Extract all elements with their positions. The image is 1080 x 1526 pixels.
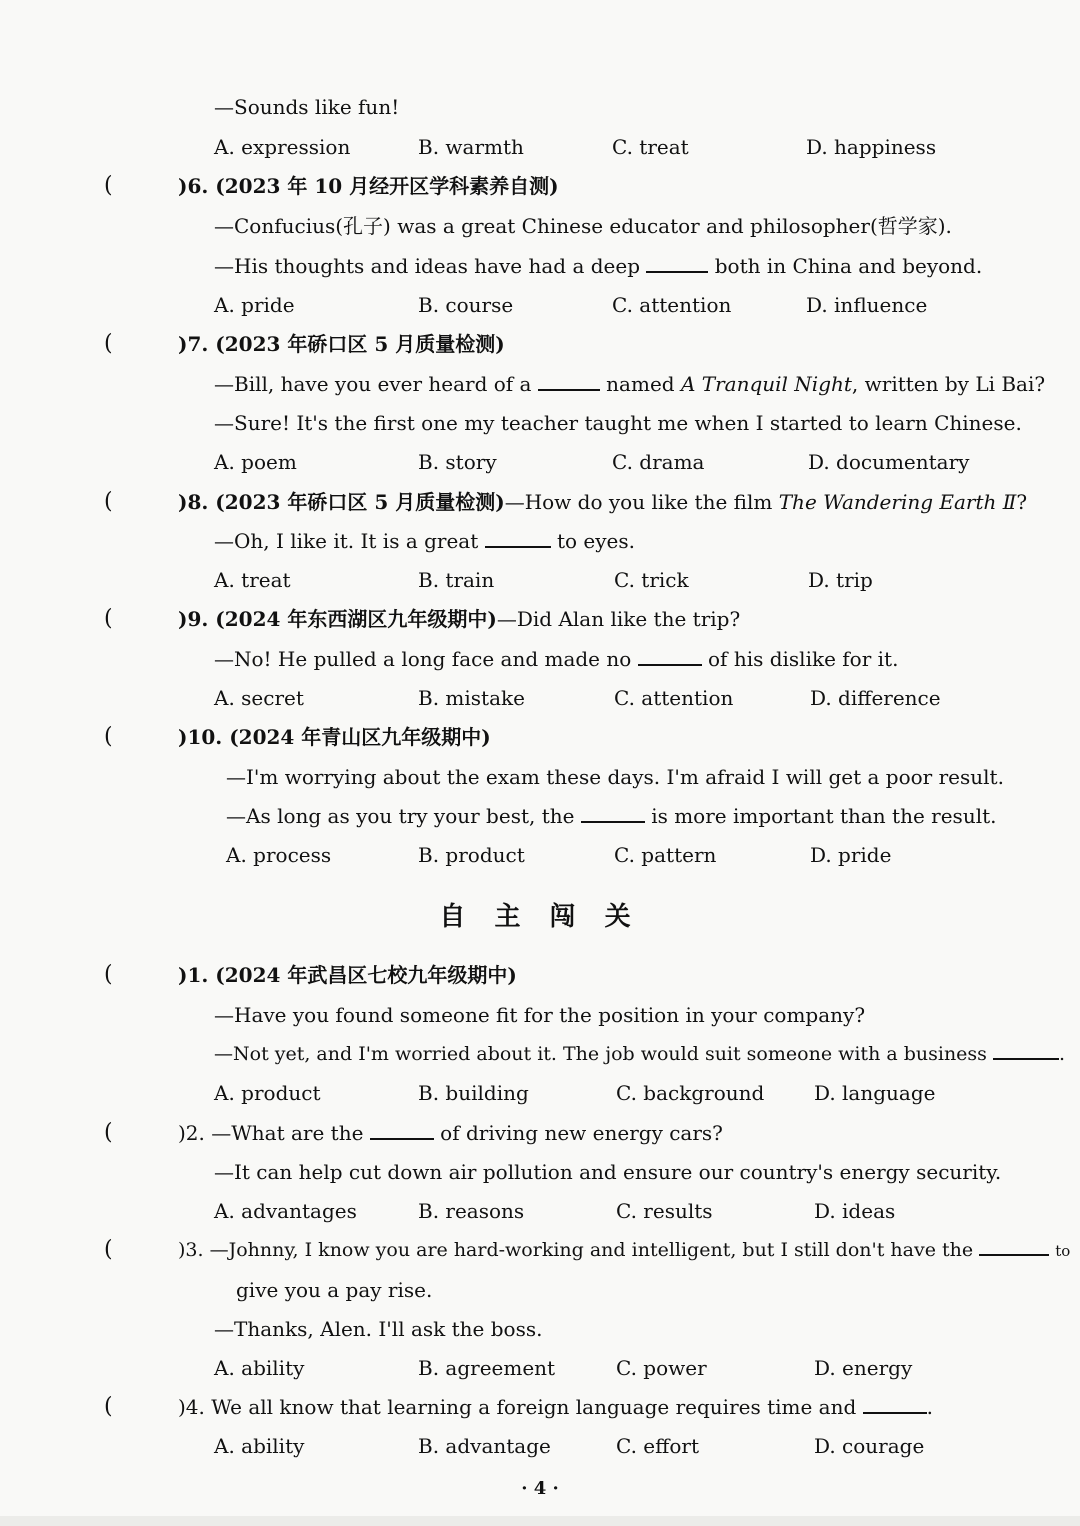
option-a: A. poem: [214, 450, 297, 474]
option-d: D. pride: [810, 843, 892, 867]
option-c: C. attention: [612, 293, 732, 317]
page-bottom-edge: [0, 1516, 1080, 1526]
answer-paren: (: [104, 1394, 113, 1419]
option-c: C. results: [616, 1199, 713, 1223]
option-c: C. background: [616, 1081, 765, 1105]
dialog-line: [214, 526, 635, 556]
text: )3. —Johnny, I know you are hard-working and intelligent, but I still don't have the: [178, 1239, 974, 1261]
answer-blank: [638, 646, 702, 666]
dialog-line: —Sure! It's the first one my teacher taught me when I started to learn Chinese.: [214, 411, 1022, 435]
dialog-line: [214, 1039, 1065, 1069]
question-head: [178, 1392, 933, 1422]
dialog-line: [226, 801, 997, 831]
option-b: B. warmth: [418, 135, 524, 159]
answer-blank: [581, 803, 645, 823]
option-d: D. courage: [814, 1434, 925, 1458]
text: —His thoughts and ideas have had a deep: [214, 254, 641, 278]
dialog-line: give you a pay rise.: [236, 1278, 433, 1302]
dialog-line: —Thanks, Alen. I'll ask the boss.: [214, 1317, 543, 1341]
option-a: A. advantages: [214, 1199, 357, 1223]
option-b: B. advantage: [418, 1434, 551, 1458]
option-a: A. treat: [214, 568, 291, 592]
option-d: D. documentary: [808, 450, 970, 474]
question-head: )1. (2024 年武昌区七校九年级期中): [178, 963, 517, 987]
answer-paren: (: [104, 1120, 113, 1145]
text: .: [926, 1395, 933, 1419]
option-b: B. reasons: [418, 1199, 525, 1223]
text: to: [1055, 1242, 1071, 1260]
text: named: [606, 372, 675, 396]
answer-blank: [485, 528, 551, 548]
option-b: B. story: [418, 450, 497, 474]
text: .: [1058, 1043, 1066, 1065]
text: both in China and beyond.: [714, 254, 983, 278]
dialog-line: —I'm worrying about the exam these days. I'm afraid I will get a poor result.: [226, 765, 1004, 789]
text: of driving new energy cars?: [440, 1121, 723, 1145]
option-d: D. happiness: [806, 135, 937, 159]
text: , written by Li Bai?: [851, 372, 1046, 396]
film-title: The Wandering Earth Ⅱ: [778, 490, 1017, 514]
option-a: A. process: [226, 843, 332, 867]
dialog-line: —Sounds like fun!: [214, 95, 400, 119]
text: —Bill, have you ever heard of a: [214, 372, 532, 396]
answer-blank: [993, 1040, 1059, 1060]
option-c: C. effort: [616, 1434, 699, 1458]
answer-paren: (: [104, 1237, 113, 1262]
dialog-line: [214, 369, 1045, 399]
question-source: )9. (2024 年东西湖区九年级期中): [178, 607, 497, 631]
option-d: D. trip: [808, 568, 873, 592]
answer-paren: (: [104, 173, 113, 198]
option-a: A. expression: [214, 135, 351, 159]
option-c: C. trick: [614, 568, 689, 592]
answer-paren: (: [104, 331, 113, 356]
answer-blank: [863, 1394, 927, 1414]
question-head: )10. (2024 年青山区九年级期中): [178, 725, 491, 749]
option-c: C. drama: [612, 450, 705, 474]
question-head: )6. (2023 年 10 月经开区学科素养自测): [178, 174, 559, 198]
option-a: A. pride: [214, 293, 295, 317]
dialog-line: —It can help cut down air pollution and ensure our country's energy security.: [214, 1160, 1002, 1184]
question-head: )7. (2023 年硚口区 5 月质量检测): [178, 332, 505, 356]
option-a: A. secret: [214, 686, 304, 710]
option-c: C. treat: [612, 135, 689, 159]
question-head: [178, 1118, 723, 1148]
question-head: [178, 1235, 1070, 1266]
text: ?: [1016, 490, 1028, 514]
dialog-line: [214, 644, 898, 674]
text: to eyes.: [556, 529, 636, 553]
option-b: B. product: [418, 843, 525, 867]
text: —Did Alan like the trip?: [496, 607, 741, 631]
dialog-line: [214, 251, 982, 281]
answer-blank: [370, 1120, 434, 1140]
text: is more important than the result.: [651, 804, 997, 828]
option-b: B. course: [418, 293, 514, 317]
answer-paren: (: [104, 724, 113, 749]
answer-paren: (: [104, 962, 113, 987]
poem-title: A Tranquil Night: [680, 372, 852, 396]
text: —As long as you try your best, the: [226, 804, 575, 828]
option-b: B. train: [418, 568, 495, 592]
option-c: C. attention: [614, 686, 734, 710]
answer-blank: [979, 1236, 1049, 1256]
answer-paren: (: [104, 606, 113, 631]
question-source: )8. (2023 年硚口区 5 月质量检测): [178, 490, 505, 514]
option-d: D. energy: [814, 1356, 913, 1380]
text: )2. —What are the: [178, 1121, 364, 1145]
text: of his dislike for it.: [708, 647, 899, 671]
answer-blank: [646, 253, 708, 273]
text: —Oh, I like it. It is a great: [214, 529, 479, 553]
option-a: A. ability: [214, 1356, 305, 1380]
text: —Not yet, and I'm worried about it. The job would suit someone with a business: [214, 1043, 987, 1065]
option-a: A. product: [214, 1081, 321, 1105]
section-title: 自 主 闯 关: [439, 902, 641, 932]
option-d: D. ideas: [814, 1199, 896, 1223]
option-b: B. mistake: [418, 686, 525, 710]
page-number: · 4 ·: [521, 1478, 559, 1499]
option-c: C. pattern: [614, 843, 717, 867]
option-b: B. agreement: [418, 1356, 556, 1380]
option-b: B. building: [418, 1081, 529, 1105]
text: —No! He pulled a long face and made no: [214, 647, 632, 671]
option-a: A. ability: [214, 1434, 305, 1458]
option-d: D. influence: [806, 293, 928, 317]
option-d: D. difference: [810, 686, 941, 710]
answer-paren: (: [104, 489, 113, 514]
dialog-line: —Have you found someone fit for the position in your company?: [214, 1003, 866, 1027]
text: —How do you like the film: [504, 490, 773, 514]
dialog-line: —Confucius(孔子) was a great Chinese educator and philosopher(哲学家).: [214, 214, 952, 238]
question-head: [178, 604, 740, 634]
option-c: C. power: [616, 1356, 707, 1380]
option-d: D. language: [814, 1081, 936, 1105]
question-head: [178, 487, 1027, 517]
answer-blank: [538, 371, 600, 391]
text: )4. We all know that learning a foreign language requires time and: [178, 1395, 857, 1419]
